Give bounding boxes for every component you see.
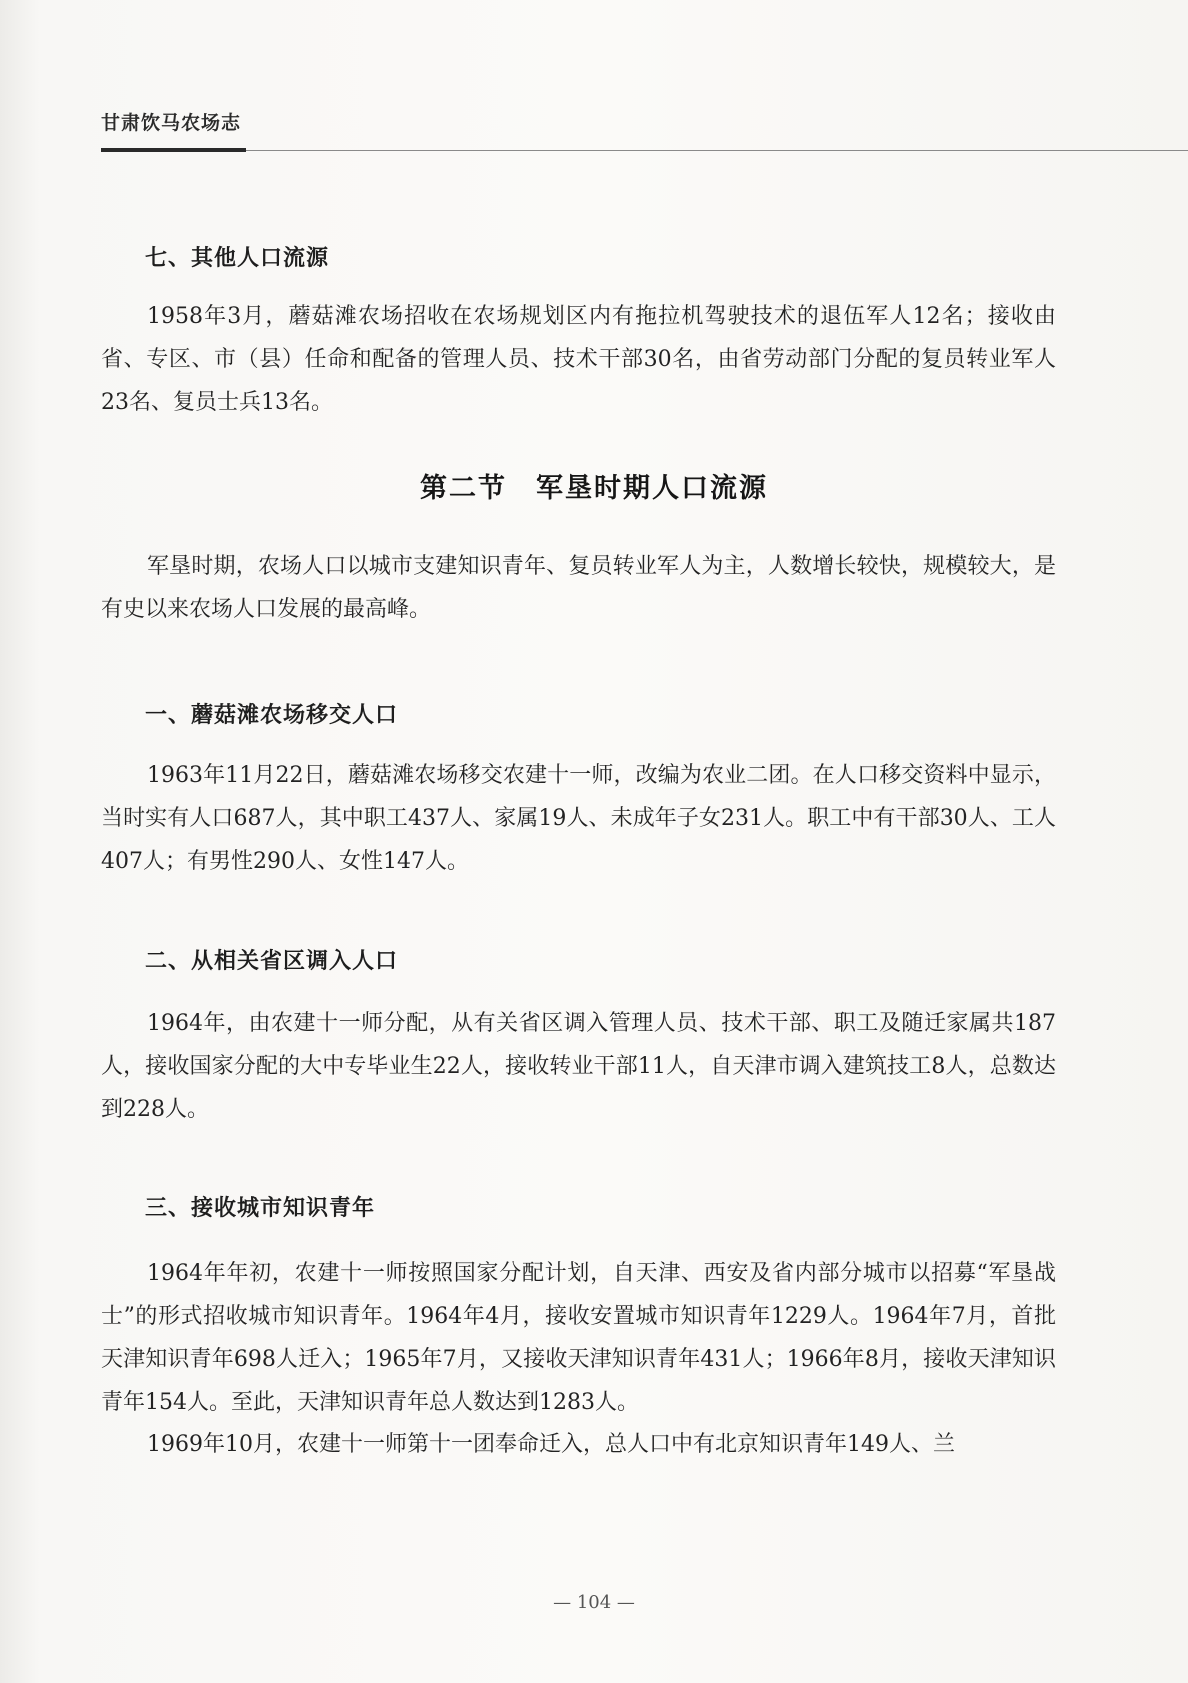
header-rule-accent [101, 148, 246, 152]
section-title-provinces: 二、从相关省区调入人口 [145, 949, 399, 974]
paragraph-provinces: 1964年，由农建十一师分配，从有关省区调入管理人员、技术干部、职工及随迁家属共187人，接收国家分配的大中专毕业生22人，接收转业干部11人，自天津市调入建筑技工8人，总数达到228人。 [101, 1011, 1056, 1122]
header-rule [101, 150, 1188, 151]
paragraph-youth-2: 1969年10月，农建十一师第十一团奉命迁入，总人口中有北京知识青年149人、兰 [147, 1432, 955, 1457]
section-title-other-sources: 七、其他人口流源 [145, 246, 330, 271]
paragraph-youth-1: 1964年年初，农建十一师按照国家分配计划，自天津、西安及省内部分城市以招募“军垦战士”的形式招收城市知识青年。1964年4月，接收安置城市知识青年1229人。1964年7月，首批天津知识青年698人迁入；1965年7月，又接收天津知识青年431人；1966年8月，接收天津知识青年154人。至此，天津知识青年总人数达到1283人。 [101, 1261, 1056, 1415]
running-head: 甘肃饮马农场志 [101, 112, 242, 134]
chapter-title: 第二节 军垦时期人口流源 [420, 473, 768, 504]
section-title-transfer: 一、蘑菇滩农场移交人口 [145, 703, 399, 728]
paragraph-transfer: 1963年11月22日，蘑菇滩农场移交农建十一师，改编为农业二团。在人口移交资料中显示，当时实有人口687人，其中职工437人、家属19人、未成年子女231人。职工中有干部30人、工人407人；有男性290人、女性147人。 [101, 763, 1056, 874]
paragraph-chapter-intro: 军垦时期，农场人口以城市支建知识青年、复员转业军人为主，人数增长较快，规模较大，是有史以来农场人口发展的最高峰。 [101, 554, 1056, 622]
paragraph-other-sources: 1958年3月，蘑菇滩农场招收在农场规划区内有拖拉机驾驶技术的退伍军人12名；接收由省、专区、市（县）任命和配备的管理人员、技术干部30名，由省劳动部门分配的复员转业军人23名、复员士兵13名。 [101, 304, 1056, 415]
page-number: — 104 — [553, 1592, 635, 1613]
section-title-youth: 三、接收城市知识青年 [145, 1196, 376, 1221]
